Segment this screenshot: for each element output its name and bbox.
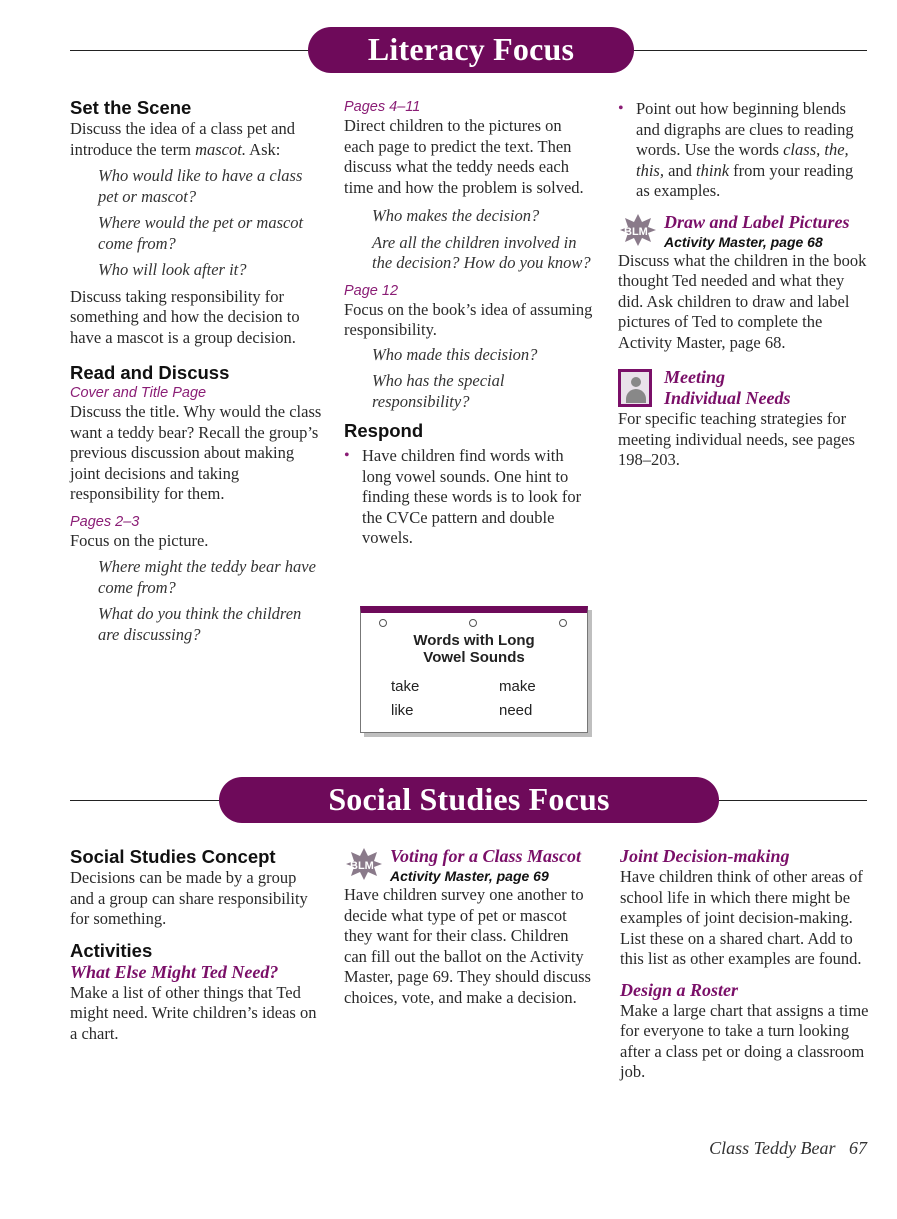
voting-subheading: Activity Master, page 69	[390, 868, 549, 884]
pages-question: Where might the teddy bear have come from?	[98, 557, 316, 597]
cover-title-subheading: Cover and Title Page	[70, 385, 207, 401]
literacy-banner-row	[70, 27, 867, 73]
voting-text: Have children survey one another to decide what type of pet or mascot they want for their class. Children can fill out the ballot on the Activity Master, page 69. They should discuss choices, vote, and make a decision.	[344, 885, 591, 1007]
meeting-needs-heading-2: Individual Needs	[664, 388, 791, 408]
literacy-column-3	[618, 99, 870, 471]
scene-question: Who would like to have a class pet or mascot?	[98, 166, 303, 206]
set-scene-text-2: Discuss taking responsibility for something and how the decision to have a mascot is a group decision.	[70, 286, 300, 347]
chart-hole	[469, 619, 477, 627]
page-12-text: Focus on the book’s idea of assuming responsibility.	[344, 299, 593, 339]
social-concept-heading: Social Studies Concept	[70, 846, 276, 867]
decision-question: Who makes the decision?	[372, 206, 540, 225]
social-banner-row	[70, 777, 867, 823]
literacy-focus-banner: Literacy Focus	[308, 27, 634, 73]
meeting-needs-text: For specific teaching strategies for meeting individual needs, see pages 198–203.	[618, 409, 855, 469]
social-concept-text: Decisions can be made by a group and a group can share responsibility for something.	[70, 868, 308, 928]
social-column-3	[620, 846, 870, 1083]
pages-question: What do you think the children are discussing?	[98, 604, 302, 644]
ted-need-heading: What Else Might Ted Need?	[70, 961, 279, 982]
meeting-needs-block	[618, 367, 870, 409]
activities-heading: Activities	[70, 939, 153, 961]
chart-word: like	[391, 702, 414, 719]
pages-4-11-subheading: Pages 4–11	[344, 99, 421, 115]
pages-2-3-text: Focus on the picture.	[70, 530, 209, 550]
blm-icon	[618, 212, 658, 248]
respond-bullet: • Have children find words with long vowel sounds. One hint to finding these words is to look for the CVCe pattern and double vowels.	[344, 446, 594, 549]
meeting-needs-icon	[618, 369, 652, 407]
chart-word: make	[499, 678, 536, 695]
social-column-2	[344, 846, 594, 1008]
pages-2-3-subheading: Pages 2–3	[70, 513, 140, 530]
design-roster-text: Make a large chart that assigns a time for everyone to take a turn looking after a class pet or doing a classroom job.	[620, 1000, 869, 1081]
chart-word: take	[391, 678, 420, 695]
social-column-1	[70, 846, 322, 1044]
cover-text: Discuss the title. Why would the class want a teddy bear? Recall the group’s previous discussion about making joint decisions and taking responsibility for them.	[70, 402, 322, 503]
draw-label-heading: Draw and Label Pictures	[664, 211, 850, 232]
design-roster-heading: Design a Roster	[620, 979, 739, 1000]
social-studies-focus-banner: Social Studies Focus	[219, 777, 719, 823]
page-12-subheading: Page 12	[344, 282, 399, 299]
draw-label-block	[618, 212, 870, 251]
page-footer: Class Teddy Bear 67	[709, 1138, 867, 1158]
draw-label-text: Discuss what the children in the book thought Ted needed and what they did. Ask children to draw and label pictures of Ted to complete the Activity Master, page 68.	[618, 250, 867, 352]
scene-question: Who will look after it?	[98, 260, 247, 279]
blm-icon	[344, 846, 384, 882]
responsibility-question: Who has the special responsibility?	[372, 371, 505, 411]
pages-4-11-text: Direct children to the pictures on each page to predict the text. Then discuss what the teddy needs each time and how the problem is solved.	[344, 116, 584, 197]
draw-label-subheading: Activity Master, page 68	[664, 233, 823, 250]
respond-heading: Respond	[344, 420, 424, 441]
blm-label: BLM	[624, 225, 648, 238]
chart-hole	[559, 619, 567, 627]
scene-question: Where would the pet or mascot come from?	[98, 213, 304, 253]
meeting-needs-heading: Meeting	[664, 367, 725, 387]
decision-question: Are all the children involved in the decision? How do you know?	[372, 232, 591, 272]
set-the-scene-heading: Set the Scene	[70, 97, 192, 118]
literacy-column-1	[70, 97, 322, 645]
blm-label: BLM	[350, 860, 374, 872]
joint-decision-text: Have children think of other areas of school life in which there might be examples of joint decision-making. List these on a shared chart. Add to this list as other examples are found.	[620, 867, 863, 968]
voting-block	[344, 846, 594, 885]
chart-word: need	[499, 702, 533, 719]
set-scene-text: Discuss the idea of a class pet and introduce the term mascot. Ask:	[70, 119, 295, 159]
ted-need-text: Make a list of other things that Ted might need. Write children’s ideas on a chart.	[70, 982, 317, 1043]
responsibility-question: Who made this decision?	[372, 344, 538, 364]
long-vowel-chart	[360, 606, 588, 733]
point-out-bullet: • Point out how beginning blends and digraphs are clues to reading words. Use the words class, the, this, and think from your reading as examples.	[618, 99, 870, 202]
joint-decision-heading: Joint Decision-making	[620, 846, 790, 866]
chart-hole	[379, 619, 387, 627]
chart-title: Words with Long Vowel Sounds	[413, 632, 535, 666]
voting-heading: Voting for a Class Mascot	[390, 846, 582, 866]
read-and-discuss-heading: Read and Discuss	[70, 362, 230, 383]
literacy-column-2	[344, 98, 594, 549]
